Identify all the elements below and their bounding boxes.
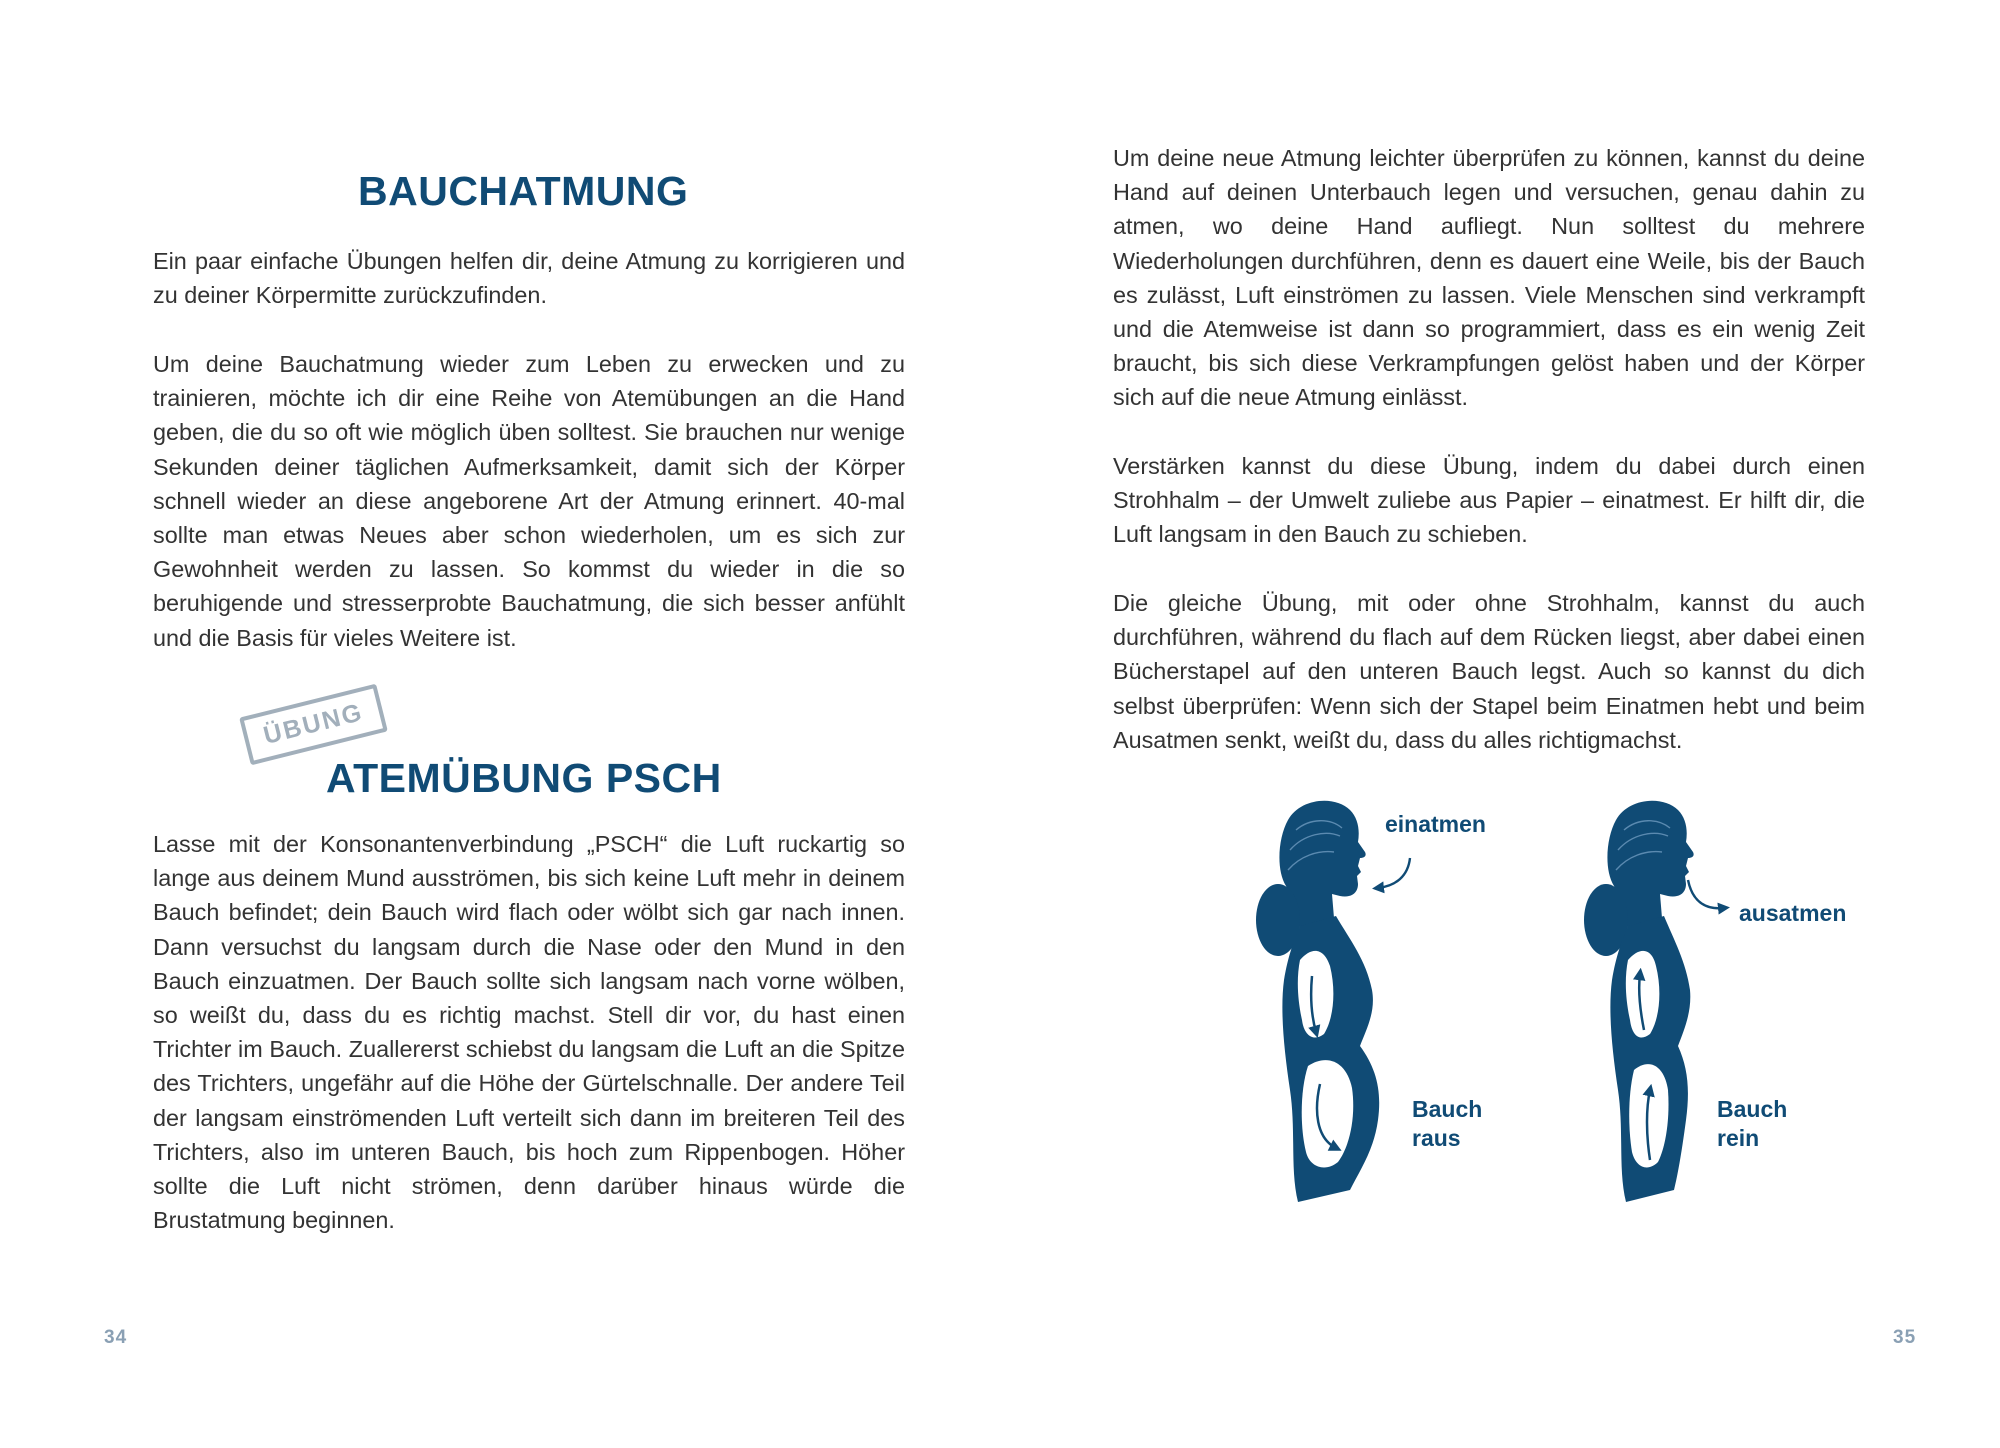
inhale-label: einatmen	[1385, 811, 1486, 837]
page-number-left: 34	[104, 1327, 128, 1348]
page-number-right: 35	[1893, 1327, 1917, 1348]
exercise-title: ATEMÜBUNG PSCH	[326, 755, 722, 801]
paragraph-1: Um deine neue Atmung leichter überprüfen zu können, kannst du deine Hand auf deinen Unterbauch legen und versuchen, genau dahin zu atmen, wo deine Hand aufliegt. Nun solltest du mehrere Wiederholungen durchführen, denn es dauert eine Weile, bis der Bauch es zulässt, Luft einströmen zu lassen. Viele Menschen sind verkrampft und die Atemweise ist dann so programmiert, dass es ein wenig Zeit braucht, bis sich diese Verkrampfungen gelöst haben und der Körper sich auf die neue Atmung einlässt.	[1113, 145, 1865, 411]
inhale-figure	[1256, 801, 1410, 1202]
exhale-figure	[1584, 801, 1724, 1202]
belly-in-label-1: Bauch	[1717, 1096, 1788, 1122]
exercise-paragraph: Lasse mit der Konsonantenverbindung „PSCH“ die Luft ruckartig so lange aus deinem Mund ausströmen, bis sich keine Luft mehr in deinem Bauch befindet; dein Bauch wird flach oder wölbt sich gar nach innen. Dann versuchst du langsam durch die Nase oder den Mund in den Bauch einzuatmen. Der Bauch sollte sich langsam nach vorne wölben, so weißt du, dass du es richtig machst. Stell dir vor, du hast einen Trichter im Bauch. Zuallererst schiebst du langsam die Luft an die Spitze des Trichters, ungefähr auf die Höhe der Gürtelschnalle. Der andere Teil der langsam einströmenden Luft verteilt sich dann im breiteren Teil des Trichters, also im unteren Bauch, bis hoch zum Rippenbogen. Höher sollte die Luft nicht strömen, denn darüber hinaus würde die Brustatmung beginnen.	[153, 831, 905, 1234]
belly-out-label-2: raus	[1412, 1125, 1461, 1151]
right-page	[1000, 0, 2000, 1448]
section-title: BAUCHATMUNG	[358, 168, 689, 214]
paragraph-3: Die gleiche Übung, mit oder ohne Strohhalm, kannst du auch durchführen, während du flach auf dem Rücken liegst, aber dabei einen Bücherstapel auf den unteren Bauch legst. Auch so kannst du dich selbst überprüfen: Wenn sich der Stapel beim Einatmen hebt und beim Ausatmen senkt, weißt du, dass du alles richtigmachst.	[1113, 590, 1865, 753]
body-paragraph: Um deine Bauchatmung wieder zum Leben zu erwecken und zu trainieren, möchte ich dir eine Reihe von Atemübungen an die Hand geben, die du so oft wie möglich üben solltest. Sie brauchen nur wenige Sekunden deiner täglichen Aufmerksamkeit, damit sich der Körper schnell wieder an diese angeborene Art der Atmung erinnert. 40-mal sollte man etwas Neues aber schon wiederholen, um es sich zur Gewohnheit werden zu lassen. So kommst du wieder in die so beruhigende und stresserprobte Bauchatmung, die sich besser anfühlt und die Basis für vieles Weitere ist.	[153, 351, 905, 651]
exercise-stamp: ÜBUNG	[239, 684, 388, 766]
belly-out-label-1: Bauch	[1412, 1096, 1483, 1122]
exhale-label: ausatmen	[1739, 900, 1847, 926]
breathing-illustration	[1200, 790, 1880, 1240]
intro-paragraph: Ein paar einfache Übungen helfen dir, deine Atmung zu korrigieren und zu deiner Körpermitte zurückzufinden.	[153, 248, 905, 309]
paragraph-2: Verstärken kannst du diese Übung, indem du dabei durch einen Strohhalm – der Umwelt zuliebe aus Papier – einatmest. Er hilft dir, die Luft langsam in den Bauch zu schieben.	[1113, 453, 1865, 548]
belly-in-label-2: rein	[1717, 1125, 1760, 1151]
breathing-figures	[1200, 790, 1880, 1240]
